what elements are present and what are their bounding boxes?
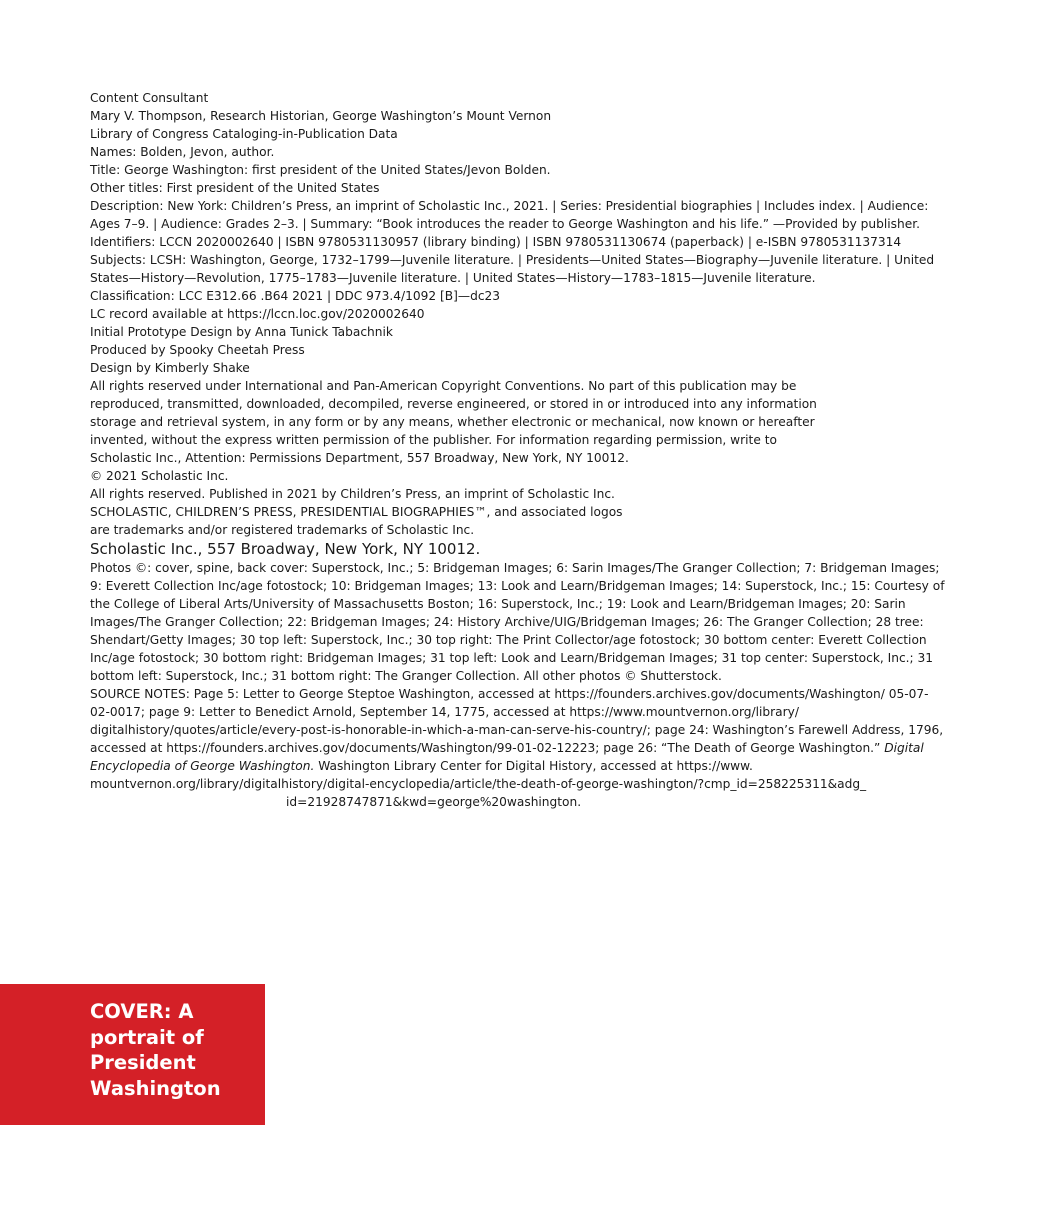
cip-other-titles: Other titles: First president of the United States: [90, 181, 380, 195]
publisher-address: Scholastic Inc., 557 Broadway, New York, NY 10012.: [90, 540, 481, 558]
cover-caption-box: [0, 984, 265, 1125]
cip-title-line: Title: George Washington: first president of the United States/Jevon Bolden.: [90, 163, 551, 177]
published-line: All rights reserved. Published in 2021 by Children’s Press, an imprint of Scholastic Inc.: [90, 487, 615, 501]
copyright-notice: © 2021 Scholastic Inc.: [90, 469, 229, 483]
content-consultant: [90, 89, 946, 125]
rights-line: reproduced, transmitted, downloaded, decompiled, reverse engineered, or stored in or introduced into any information: [90, 397, 817, 411]
photo-credits-text: Photos ©: cover, spine, back cover: Superstock, Inc.; 5: Bridgeman Images; 6: Sarin Images/The Granger Collection; 7: Bridgeman Images; 9: Everett Collection Inc/age fotostock; 10: Bridgeman Images; 13: Look and Learn/Bridgeman Images; 14: Superstock, Inc.; 15: Courtesy of the College of Liberal Arts/University of Massachusetts Boston; 16: Superstock, Inc.; 19: Look and Learn/Bridgeman Images; 20: Sarin Images/The Granger Collection; 22: Bridgeman Images; 24: History Archive/UIG/Bridgeman Images; 26: The Granger Collection; 28 tree: Shendart/Getty Images; 30 top left: Superstock, Inc.; 30 top right: The Print Collector/age fotostock; 30 bottom center: Everett Collection Inc/age fotostock; 30 bottom right: Bridgeman Images; 31 top left: Look and Learn/Bridgeman Images; 31 top center: Superstock, Inc.; 31 bottom left: Superstock, Inc.; 31 bottom right: The Granger Collection. All other photos © Shutterstock.: [90, 561, 945, 683]
consultant-heading: Content Consultant: [90, 91, 209, 105]
cip-lc-record: LC record available at https://lccn.loc.gov/2020002640: [90, 307, 425, 321]
cip-classification: Classification: LCC E312.66 .B64 2021 | DDC 973.4/1092 [B]—dc23: [90, 289, 501, 303]
source-notes: [90, 685, 946, 811]
cip-subjects: Subjects: LCSH: Washington, George, 1732–1799—Juvenile literature. | Presidents—United States—Biography—Juvenile literature. | United States—History—Revolution, 1775–1783—Juvenile literature. | United States—History—1783–1815—Juvenile literature.: [90, 253, 935, 285]
cover-caption: COVER: A portrait of President Washington: [90, 1000, 221, 1100]
trademark-statement: [90, 503, 946, 539]
source-notes-italic-title: Digital Encyclopedia of George Washington.: [90, 741, 924, 773]
source-notes-text: SOURCE NOTES: Page 5: Letter to George Steptoe Washington, accessed at https://founders.archives.gov/documents/Washington/ 05-07-02-0017; page 9: Letter to Benedict Arnold, September 14, 1775, accessed at https://www.mountvernon.org/library/ digitalhistory/quotes/article/every-post-is-honorable-in-which-a-man-can-serve-his-country/; page 24: Washington’s Farewell Address, 1796, accessed at https://founders.archives.gov/documents/Washington/99-01-02-12223; page 26: “The Death of George Washington.”: [90, 687, 944, 755]
rights-line: Scholastic Inc., Attention: Permissions Department, 557 Broadway, New York, NY 10012.: [90, 451, 629, 465]
source-notes-text-cont: Washington Library Center for Digital History, accessed at https://www. mountvernon.org/library/digitalhistory/digital-encyclopedia/article/the-death-of-george-washington/?cmp_id=258225311&adg_: [90, 759, 867, 791]
photo-credits: [90, 559, 946, 685]
consultant-name: Mary V. Thompson, Research Historian, George Washington’s Mount Vernon: [90, 109, 552, 123]
published-statement: [90, 485, 946, 503]
trademark-line: are trademarks and/or registered trademarks of Scholastic Inc.: [90, 523, 475, 537]
rights-line: invented, without the express written permission of the publisher. For information regarding permission, write to: [90, 433, 777, 447]
cip-title: Library of Congress Cataloging-in-Publication Data: [90, 127, 398, 141]
cip-data: [90, 125, 946, 323]
copyright-page-text: [90, 89, 946, 811]
rights-line: storage and retrieval system, in any form or by any means, whether electronic or mechanical, now known or hereafter: [90, 415, 815, 429]
rights-line: All rights reserved under International and Pan-American Copyright Conventions. No part of this publication may be: [90, 379, 797, 393]
rights-statement: [90, 377, 946, 485]
design-credits: [90, 323, 946, 377]
source-notes-last-line: id=21928747871&kwd=george%20washington.: [286, 795, 582, 809]
credit-produced: Produced by Spooky Cheetah Press: [90, 343, 305, 357]
cip-names: Names: Bolden, Jevon, author.: [90, 145, 275, 159]
cip-description: Description: New York: Children’s Press, an imprint of Scholastic Inc., 2021. | Series: Presidential biographies | Includes index. | Audience: Ages 7–9. | Audience: Grades 2–3. | Summary: “Book introduces the reader to George Washington and his life.” —Provided by publisher.: [90, 199, 929, 231]
trademark-line: SCHOLASTIC, CHILDREN’S PRESS, PRESIDENTIAL BIOGRAPHIES™, and associated logos: [90, 505, 623, 519]
credit-prototype: Initial Prototype Design by Anna Tunick Tabachnik: [90, 325, 393, 339]
cip-identifiers: Identifiers: LCCN 2020002640 | ISBN 9780531130957 (library binding) | ISBN 9780531130674 (paperback) | e-ISBN 9780531137314: [90, 235, 902, 249]
credit-design: Design by Kimberly Shake: [90, 361, 250, 375]
